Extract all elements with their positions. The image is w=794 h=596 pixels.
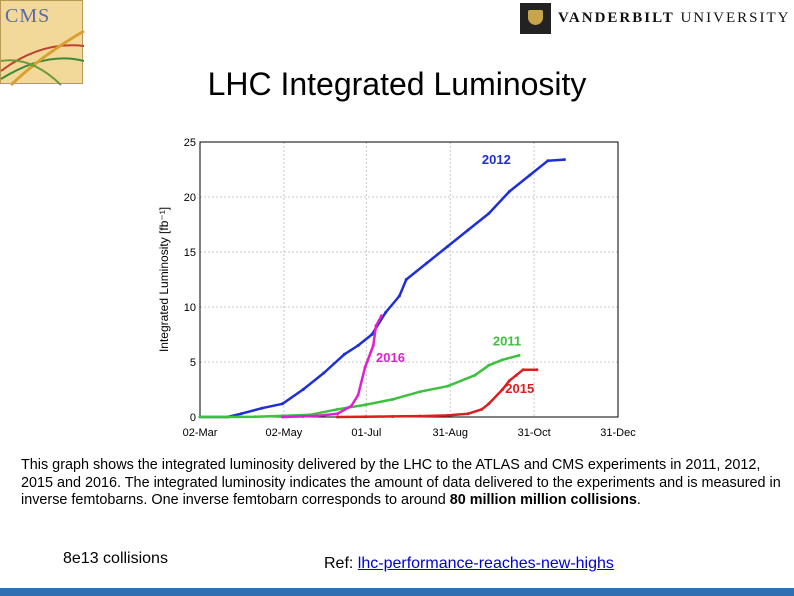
series-point-2011 <box>419 390 422 393</box>
description-bold: 80 million million collisions <box>449 492 637 508</box>
series-point-2012 <box>425 262 428 265</box>
series-point-2016 <box>302 415 305 418</box>
series-point-2016 <box>364 366 367 369</box>
series-point-2015 <box>364 415 367 418</box>
y-tick-label: 0 <box>189 412 196 424</box>
series-point-2015 <box>501 388 504 391</box>
series-point-2012 <box>446 245 449 248</box>
series-point-2012 <box>529 174 532 177</box>
series-point-2012 <box>546 159 549 162</box>
series-point-2016 <box>372 344 375 347</box>
series-point-2015 <box>487 402 490 405</box>
series-label-2016: 2016 <box>376 350 405 365</box>
vanderbilt-wordmark <box>558 10 790 27</box>
series-point-2012 <box>343 353 346 356</box>
x-tick-label: 31-Dec <box>600 427 636 439</box>
vanderbilt-wordmark-regular: UNIVERSITY <box>680 10 791 26</box>
series-label-2012: 2012 <box>481 152 511 167</box>
description-text <box>21 457 781 510</box>
series-point-2012 <box>240 412 243 415</box>
series-point-2011 <box>501 358 504 361</box>
x-tick-label: 01-Jul <box>351 427 382 439</box>
luminosity-chart <box>148 118 636 446</box>
series-label-2011: 2011 <box>492 333 522 349</box>
y-tick-label: 10 <box>183 302 196 314</box>
y-tick-label: 20 <box>183 192 196 204</box>
series-point-2015 <box>446 414 449 417</box>
series-point-2012 <box>357 344 360 347</box>
page-title: LHC Integrated Luminosity <box>207 66 587 102</box>
series-point-2011 <box>364 403 367 406</box>
collisions-note: 8e13 collisions <box>63 550 168 567</box>
series-point-2015 <box>522 368 525 371</box>
series-point-2015 <box>480 408 483 411</box>
series-point-2011 <box>518 354 521 357</box>
series-point-2011 <box>199 416 202 419</box>
series-point-2012 <box>322 372 325 375</box>
series-point-2016 <box>350 405 353 408</box>
x-tick-label: 02-May <box>265 427 303 439</box>
series-point-2011 <box>446 385 449 388</box>
reference <box>324 555 614 573</box>
description-end: . <box>636 492 641 508</box>
series-point-2012 <box>384 311 387 314</box>
series-point-2011 <box>226 416 229 419</box>
series-point-2012 <box>370 333 373 336</box>
y-tick-label: 25 <box>183 137 196 149</box>
series-point-2012 <box>487 212 490 215</box>
series-point-2011 <box>254 415 257 418</box>
vanderbilt-logo <box>520 3 790 35</box>
series-point-2015 <box>515 374 518 377</box>
series-point-2015 <box>391 415 394 418</box>
x-tick-label: 31-Aug <box>432 427 468 439</box>
x-tick-label: 02-Mar <box>182 427 218 439</box>
series-point-2016 <box>375 324 378 327</box>
series-point-2011 <box>391 398 394 401</box>
series-point-2011 <box>474 374 477 377</box>
series-point-2012 <box>467 229 470 232</box>
cms-logo-text: CMS <box>5 5 51 27</box>
series-point-2012 <box>260 407 263 410</box>
series-point-2015 <box>535 368 538 371</box>
y-axis-label: Integrated Luminosity [fb⁻¹] <box>157 206 171 353</box>
chart-background <box>148 118 628 446</box>
series-point-2015 <box>419 415 422 418</box>
y-tick-label: 15 <box>183 247 196 259</box>
series-point-2012 <box>302 388 305 391</box>
series-point-2016 <box>315 414 318 417</box>
series-point-2012 <box>398 295 401 298</box>
vanderbilt-shield-icon <box>520 3 551 34</box>
reference-link[interactable]: lhc-performance-reaches-new-highs <box>357 555 614 572</box>
series-point-2015 <box>336 416 339 419</box>
series-point-2012 <box>281 402 284 405</box>
series-point-2011 <box>487 364 490 367</box>
bottom-bar <box>0 588 794 596</box>
series-point-2016 <box>357 394 360 397</box>
series-label-2015: 2015 <box>505 380 535 396</box>
series-point-2011 <box>336 408 339 411</box>
series-point-2016 <box>281 416 284 419</box>
description-body: This graph shows the integrated luminosity delivered by the LHC to the ATLAS and CMS experiments in 2011, 2012, 2015 and 2016. The integrated luminosity indicates the amount of data delivered to the experiments and is measured in inverse femtobarns. One inverse femtobarn corresponds to around <box>21 457 781 508</box>
series-point-2016 <box>380 314 383 317</box>
y-tick-label: 5 <box>189 357 196 369</box>
series-point-2012 <box>508 190 511 193</box>
series-point-2012 <box>563 158 566 161</box>
x-tick-label: 31-Oct <box>517 427 551 439</box>
series-point-2016 <box>336 412 339 415</box>
series-point-2012 <box>405 278 408 281</box>
vanderbilt-wordmark-bold: VANDERBILT <box>558 10 675 26</box>
reference-prefix: Ref: <box>324 555 358 572</box>
series-point-2015 <box>467 412 470 415</box>
